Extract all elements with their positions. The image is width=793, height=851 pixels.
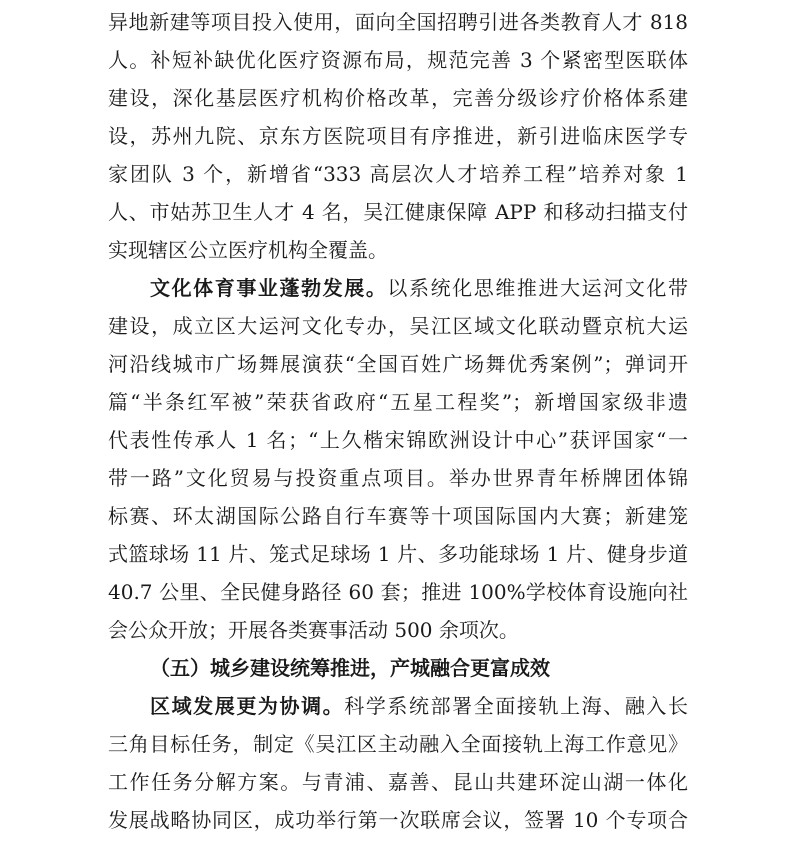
line-text: 人、市姑苏卫生人才 4 名，吴江健康保障 APP 和移动扫描支付 <box>108 200 688 224</box>
paragraph-line <box>108 420 688 460</box>
paragraph-line <box>108 230 688 270</box>
section-heading <box>150 648 688 688</box>
section-heading-text: （五）城乡建设统筹推进，产城融合更富成效 <box>150 656 550 680</box>
paragraph-line <box>108 306 688 346</box>
line-text: 建设，深化基层医疗机构价格改革，完善分级诊疗价格体系建 <box>108 86 688 110</box>
paragraph-line <box>108 572 688 612</box>
paragraph-line <box>108 762 688 802</box>
line-text: 三角目标任务，制定《吴江区主动融入全面接轨上海工作意见》 <box>108 732 688 756</box>
paragraph-line <box>108 116 688 156</box>
line-text: 会公众开放；开展各类赛事活动 500 余项次。 <box>108 618 519 642</box>
paragraph-line <box>108 724 688 764</box>
line-text: 带一路”文化贸易与投资重点项目。举办世界青年桥牌团体锦 <box>108 466 688 490</box>
paragraph-line <box>108 2 688 42</box>
paragraph-line <box>150 686 688 726</box>
line-text: 设，苏州九院、京东方医院项目有序推进，新引进临床医学专 <box>108 124 688 148</box>
line-text: 40.7 公里、全民健身路径 60 套；推进 100%学校体育设施向社 <box>108 580 688 604</box>
line-text: 篇“半条红军被”荣获省政府“五星工程奖”；新增国家级非遗 <box>108 390 688 414</box>
line-text: 式篮球场 11 片、笼式足球场 1 片、多功能球场 1 片、健身步道 <box>108 542 688 566</box>
paragraph-line <box>108 534 688 574</box>
paragraph-line <box>108 154 688 194</box>
paragraph-heading: 文化体育事业蓬勃发展。 <box>150 276 388 300</box>
line-text: 以系统化思维推进大运河文化带 <box>387 276 689 300</box>
line-text: 代表性传承人 1 名；“上久楷宋锦欧洲设计中心”获评国家“一 <box>108 428 688 452</box>
paragraph-line <box>108 800 688 840</box>
paragraph-line <box>108 382 688 422</box>
paragraph-line <box>108 78 688 118</box>
line-text: 实现辖区公立医疗机构全覆盖。 <box>108 238 388 262</box>
line-text: 家团队 3 个，新增省“333 高层次人才培养工程”培养对象 1 <box>108 162 688 186</box>
paragraph-line <box>108 458 688 498</box>
paragraph-line <box>150 268 688 308</box>
line-text: 人。补短补缺优化医疗资源布局，规范完善 3 个紧密型医联体 <box>108 48 688 72</box>
line-text: 工作任务分解方案。与青浦、嘉善、昆山共建环淀山湖一体化 <box>108 770 688 794</box>
paragraph-line <box>108 40 688 80</box>
paragraph-line <box>108 496 688 536</box>
line-text: 发展战略协同区，成功举行第一次联席会议，签署 10 个专项合 <box>108 808 688 832</box>
line-text: 河沿线城市广场舞展演获“全国百姓广场舞优秀案例”；弹词开 <box>108 352 688 376</box>
line-text: 建设，成立区大运河文化专办，吴江区域文化联动暨京杭大运 <box>108 314 688 338</box>
paragraph-line <box>108 344 688 384</box>
line-text: 异地新建等项目投入使用，面向全国招聘引进各类教育人才 818 <box>108 10 688 34</box>
line-text: 标赛、环太湖国际公路自行车赛等十项国际国内大赛；新建笼 <box>108 504 688 528</box>
paragraph-line <box>108 610 688 650</box>
paragraph-line <box>108 192 688 232</box>
line-text: 科学系统部署全面接轨上海、融入长 <box>344 694 688 718</box>
paragraph-heading: 区域发展更为协调。 <box>150 694 345 718</box>
